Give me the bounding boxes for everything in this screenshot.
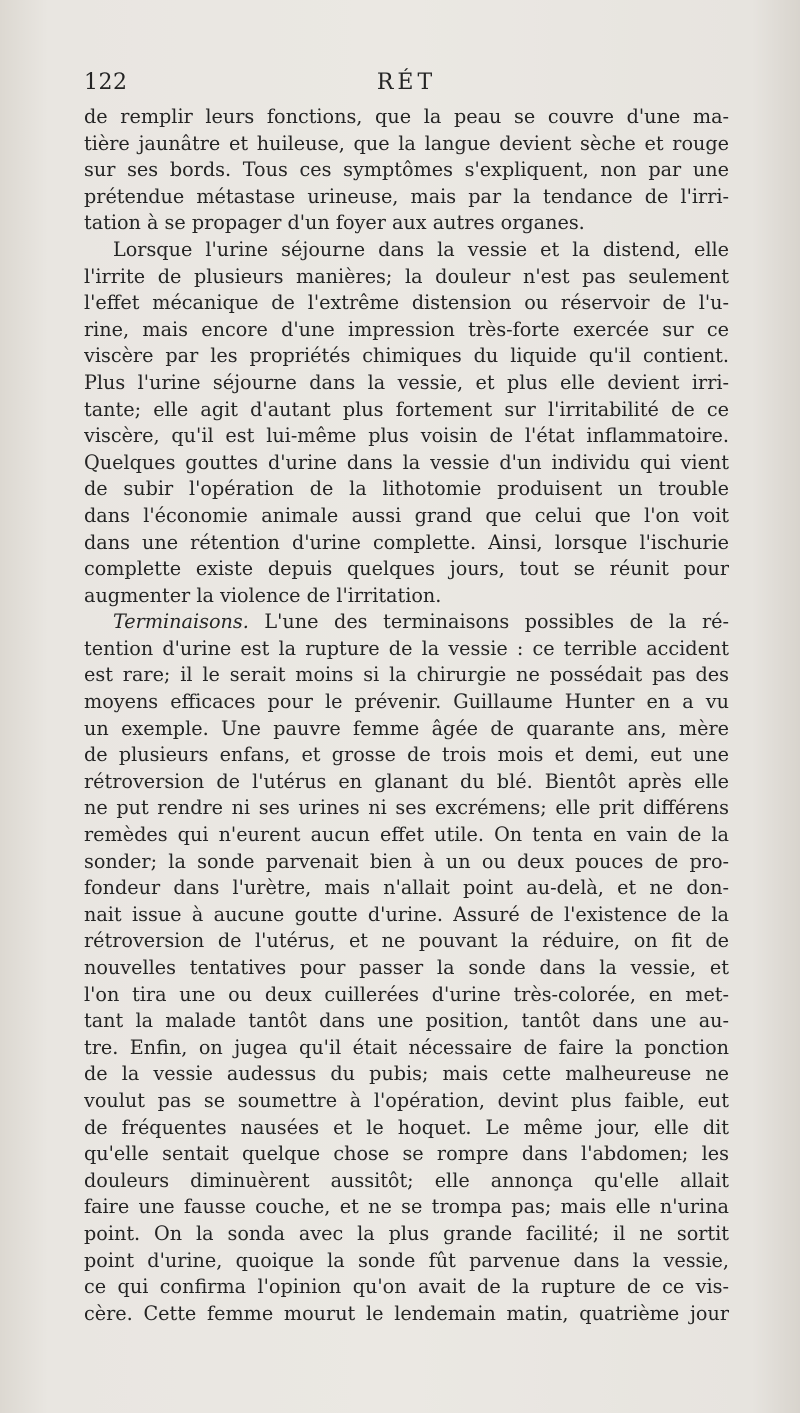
text-line: point. On la sonda avec la plus grande facilité; il ne sortit (84, 1221, 729, 1245)
text-line: l'on tira une ou deux cuillerées d'urine très-colorée, en met- (84, 982, 729, 1006)
body-text (84, 104, 729, 1327)
text-line: qu'elle sentait quelque chose se rompre dans l'abdomen; les (84, 1142, 729, 1166)
text-line: moyens efficaces pour le prévenir. Guillaume Hunter en a vu (84, 690, 729, 714)
text-line: de la vessie audessus du pubis; mais cette malheureuse ne (84, 1062, 729, 1086)
text-line: rétroversion de l'utérus en glanant du blé. Bientôt après elle (84, 769, 729, 793)
text-line: Plus l'urine séjourne dans la vessie, et plus elle devient irri- (84, 370, 729, 394)
text-line: de plusieurs enfans, et grosse de trois mois et demi, eut une (84, 743, 729, 767)
text-line: est rare; il le serait moins si la chirurgie ne possédait pas des (84, 663, 729, 687)
terminaisons-paragraph-start (84, 609, 729, 636)
text-line: augmenter la violence de l'irritation. (84, 583, 442, 607)
text-line: de subir l'opération de la lithotomie produisent un trouble (84, 477, 729, 501)
text-line: faire une fausse couche, et ne se trompa pas; mais elle n'urina (84, 1195, 729, 1219)
text-line: de fréquentes nausées et le hoquet. Le même jour, elle dit (84, 1115, 729, 1139)
text-line: de remplir leurs fonctions, que la peau se couvre d'une ma- (84, 105, 729, 128)
text-line: douleurs diminuèrent aussitôt; elle annonça qu'elle allait (84, 1168, 729, 1192)
text-line: tant la malade tantôt dans une position, tantôt dans une au- (84, 1009, 729, 1033)
text-line: tière jaunâtre et huileuse, que la langue devient sèche et rouge (84, 131, 729, 155)
text-line: ce qui confirma l'opinion qu'on avait de la rupture de ce vis- (84, 1275, 729, 1299)
running-head: RÉT (376, 70, 437, 95)
text-line: fondeur dans l'urètre, mais n'allait point au-delà, et ne don- (84, 876, 729, 900)
text-line: sur ses bords. Tous ces symptômes s'expliquent, non par une (84, 158, 729, 182)
text-line: nait issue à aucune goutte d'urine. Assuré de l'existence de la (84, 902, 729, 926)
text-line: l'irrite de plusieurs manières; la douleur n'est pas seulement (84, 264, 729, 288)
text-line: viscère, qu'il est lui-même plus voisin de l'état inflammatoire. (84, 424, 729, 448)
text-line: nouvelles tentatives pour passer la sonde dans la vessie, et (84, 956, 729, 979)
section-heading-terminaisons: Terminaisons. (113, 610, 249, 634)
page-header (84, 70, 729, 104)
page-number: 122 (84, 70, 128, 95)
text-line: dans l'économie animale aussi grand que celui que l'on voit (84, 503, 729, 527)
text-line: voulut pas se soumettre à l'opération, devint plus faible, eut (84, 1088, 729, 1112)
text-line: l'effet mécanique de l'extrême distension ou réservoir de l'u- (84, 291, 729, 315)
text-line: Quelques gouttes d'urine dans la vessie d'un individu qui vient (84, 450, 729, 474)
text-line: tante; elle agit d'autant plus fortement sur l'irritabilité de ce (84, 397, 729, 421)
text-line: un exemple. Une pauvre femme âgée de quarante ans, mère (84, 716, 729, 740)
text-line: rine, mais encore d'une impression très-forte exercée sur ce (84, 317, 729, 341)
text-line: viscère par les propriétés chimiques du liquide qu'il contient. (84, 344, 729, 368)
text-line: complette existe depuis quelques jours, tout se réunit pour (84, 557, 729, 581)
text-line: rétroversion de l'utérus, et ne pouvant la réduire, on fit de (84, 929, 729, 953)
text-line: tation à se propager d'un foyer aux autres organes. (84, 211, 585, 235)
text-line: cère. Cette femme mourut le lendemain matin, quatrième jour (84, 1301, 729, 1325)
text-fragment: L'une des terminaisons possibles de la ré- (264, 610, 729, 634)
text-line: sonder; la sonde parvenait bien à un ou deux pouces de pro- (84, 849, 729, 873)
text-line: tention d'urine est la rupture de la vessie : ce terrible accident (84, 636, 729, 660)
text-line: dans une rétention d'urine complette. Ainsi, lorsque l'ischurie (84, 530, 729, 554)
text-line: prétendue métastase urineuse, mais par la tendance de l'irri- (84, 184, 729, 208)
text-line: ne put rendre ni ses urines ni ses excrémens; elle prit différens (84, 796, 729, 820)
text-line: tre. Enfin, on jugea qu'il était nécessaire de faire la ponction (84, 1035, 729, 1059)
paragraph-start-line: Lorsque l'urine séjourne dans la vessie et la distend, elle (113, 237, 729, 261)
text-line: remèdes qui n'eurent aucun effet utile. On tenta en vain de la (84, 823, 729, 847)
text-line: point d'urine, quoique la sonde fût parvenue dans la vessie, (84, 1248, 729, 1272)
